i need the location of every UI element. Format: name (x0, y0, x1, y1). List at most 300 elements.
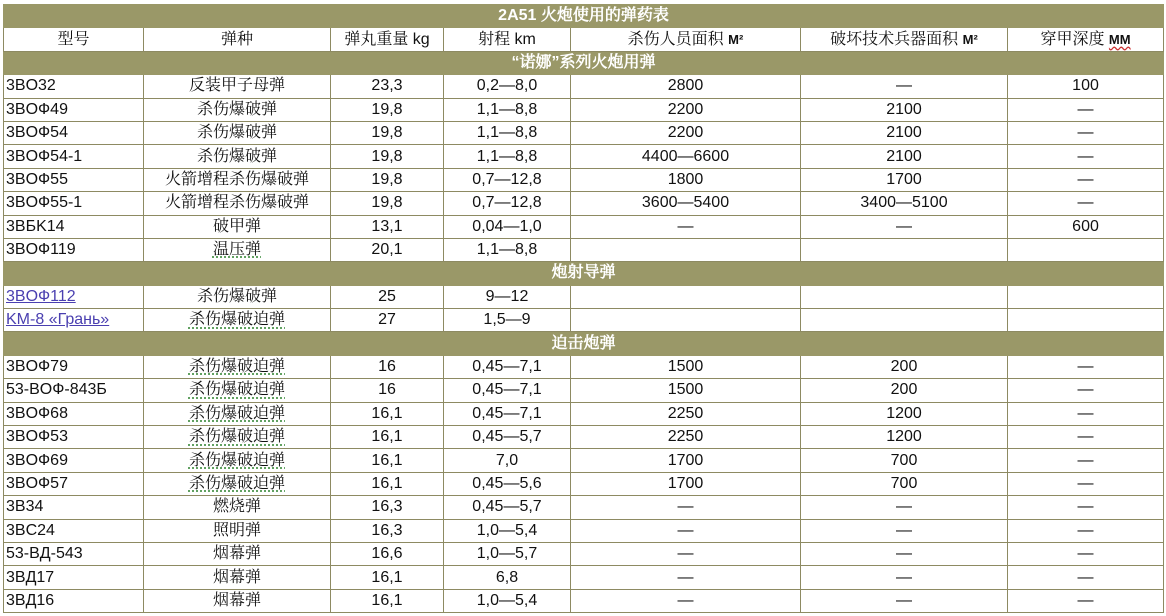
cell-type (144, 145, 331, 168)
weight-value: 16,1 (371, 451, 403, 469)
cell-range (444, 309, 571, 332)
cell-weight (331, 589, 444, 612)
section-header-row (4, 332, 1164, 355)
cell-range (444, 192, 571, 215)
cell-equipment-area (801, 285, 1008, 308)
cell-range (444, 566, 571, 589)
cell-weight (331, 215, 444, 238)
weight-value: 19,8 (371, 100, 403, 118)
cell-penetration (1008, 589, 1164, 612)
type-value: 杀伤爆破迫弹 (188, 381, 285, 399)
type-value: 火箭增程杀伤爆破弹 (164, 194, 309, 212)
penetration-value: — (1077, 568, 1094, 586)
range-value: 0,7—12,8 (472, 194, 542, 212)
cell-model (4, 238, 144, 261)
cell-model (4, 566, 144, 589)
cell-range (444, 519, 571, 542)
equipment-area-value: 200 (890, 381, 918, 399)
range-value: 1,0—5,4 (476, 591, 538, 609)
model-value: 3BOФ69 (6, 451, 68, 469)
table-row (4, 98, 1164, 121)
col-header-equipment-area-label: 破坏技术兵器面积 (830, 30, 959, 48)
table-title-text: 2A51 火炮使用的弹药表 (498, 7, 669, 25)
personnel-area-value: — (677, 568, 694, 586)
cell-personnel-area (571, 238, 801, 261)
cell-model (4, 355, 144, 378)
model-value: 3BД16 (6, 591, 55, 609)
cell-personnel-area (571, 472, 801, 495)
cell-type (144, 449, 331, 472)
model-value: 3BOФ68 (6, 404, 68, 422)
type-value: 杀伤爆破迫弹 (188, 451, 285, 469)
range-value: 0,04—1,0 (472, 217, 542, 235)
model-value: 3BOФ79 (6, 358, 68, 376)
unit-label: M² (728, 31, 744, 47)
section-label: “诺娜”系列火炮用弹 (511, 53, 656, 71)
section-header (4, 262, 1164, 285)
cell-personnel-area (571, 449, 801, 472)
cell-penetration (1008, 542, 1164, 565)
cell-personnel-area (571, 121, 801, 144)
col-header-weight: 弹丸重量 kg (331, 28, 444, 51)
cell-weight (331, 379, 444, 402)
personnel-area-value: 1500 (667, 358, 704, 376)
cell-personnel-area (571, 75, 801, 98)
col-header-personnel-area-label: 杀伤人员面积 (627, 30, 724, 48)
type-value: 烟幕弹 (212, 591, 261, 609)
cell-weight (331, 121, 444, 144)
equipment-area-value: 700 (890, 475, 918, 492)
cell-penetration (1008, 379, 1164, 402)
penetration-value: — (1077, 194, 1094, 212)
cell-type (144, 121, 331, 144)
range-value: 6,8 (495, 568, 519, 586)
cell-range (444, 379, 571, 402)
cell-penetration (1008, 402, 1164, 425)
table-row (4, 285, 1164, 308)
table-row (4, 145, 1164, 168)
type-value: 杀伤爆破弹 (196, 147, 277, 165)
personnel-area-value: 4400—6600 (641, 147, 730, 165)
cell-model[interactable] (4, 309, 144, 332)
cell-range (444, 98, 571, 121)
personnel-area-value: 1700 (667, 475, 704, 492)
table-row (4, 355, 1164, 378)
penetration-value: — (1077, 124, 1094, 142)
cell-equipment-area (801, 496, 1008, 519)
penetration-value: — (1077, 591, 1094, 609)
cell-range (444, 168, 571, 191)
penetration-value: — (1077, 100, 1094, 118)
weight-value: 19,8 (371, 124, 403, 142)
cell-equipment-area (801, 168, 1008, 191)
table-row (4, 168, 1164, 191)
cell-equipment-area (801, 145, 1008, 168)
penetration-value: 100 (1072, 77, 1099, 95)
table-row (4, 566, 1164, 589)
type-value: 破甲弹 (212, 217, 261, 235)
section-label: 炮射导弹 (551, 264, 616, 282)
model-value: 3BOФ53 (6, 428, 68, 446)
personnel-area-value: 1500 (667, 381, 704, 399)
cell-type (144, 355, 331, 378)
range-value: 0,45—5,6 (472, 475, 542, 492)
cell-weight (331, 285, 444, 308)
range-value: 7,0 (495, 451, 519, 469)
cell-personnel-area (571, 215, 801, 238)
cell-weight (331, 449, 444, 472)
penetration-value: — (1077, 404, 1094, 422)
model-value: 3BOФ119 (6, 241, 76, 259)
table-row (4, 426, 1164, 449)
personnel-area-value: — (677, 498, 694, 516)
model-value: 3BOФ55-1 (6, 194, 83, 212)
cell-type (144, 379, 331, 402)
cell-personnel-area (571, 426, 801, 449)
col-header-equipment-area (801, 28, 1008, 51)
cell-model (4, 449, 144, 472)
cell-personnel-area (571, 98, 801, 121)
cell-type (144, 215, 331, 238)
weight-value: 16,1 (371, 428, 403, 446)
cell-model (4, 145, 144, 168)
equipment-area-value: — (896, 521, 912, 539)
cell-model (4, 426, 144, 449)
model-value: 53-BД-543 (6, 545, 83, 563)
range-value: 1,1—8,8 (476, 124, 538, 142)
weight-value: 16 (378, 381, 396, 399)
cell-equipment-area (801, 355, 1008, 378)
cell-range (444, 238, 571, 261)
cell-range (444, 589, 571, 612)
equipment-area-value: 1200 (886, 404, 922, 422)
range-value: 1,1—8,8 (476, 241, 538, 259)
cell-range (444, 402, 571, 425)
cell-range (444, 542, 571, 565)
model-value: 53-BOФ-843Б (6, 381, 107, 399)
cell-weight (331, 472, 444, 495)
cell-weight (331, 75, 444, 98)
type-value: 杀伤爆破迫弹 (188, 404, 285, 422)
cell-penetration (1008, 238, 1164, 261)
equipment-area-value: 2100 (886, 124, 922, 142)
cell-equipment-area (801, 542, 1008, 565)
cell-penetration (1008, 519, 1164, 542)
cell-model (4, 472, 144, 495)
cell-type (144, 589, 331, 612)
type-value: 杀伤爆破弹 (196, 100, 277, 118)
range-value: 0,45—5,7 (472, 498, 542, 516)
penetration-value: — (1077, 451, 1094, 469)
cell-equipment-area (801, 75, 1008, 98)
range-value: 1,1—8,8 (476, 147, 538, 165)
personnel-area-value: — (677, 591, 694, 609)
type-value: 燃烧弹 (212, 498, 261, 516)
cell-penetration (1008, 355, 1164, 378)
type-value: 烟幕弹 (212, 568, 261, 586)
cell-model (4, 402, 144, 425)
cell-type (144, 168, 331, 191)
model-link[interactable]: 3BOФ112 (6, 287, 76, 305)
cell-penetration (1008, 449, 1164, 472)
ammunition-table (3, 4, 1164, 613)
cell-type (144, 98, 331, 121)
cell-weight (331, 98, 444, 121)
personnel-area-value: 2200 (667, 100, 704, 118)
equipment-area-value: — (896, 591, 912, 609)
cell-range (444, 75, 571, 98)
section-label: 迫击炮弹 (551, 334, 616, 352)
cell-penetration (1008, 192, 1164, 215)
model-value: 3B34 (6, 498, 44, 516)
type-value: 火箭增程杀伤爆破弹 (164, 170, 309, 188)
table-row (4, 309, 1164, 332)
col-header-model: 型号 (4, 28, 144, 51)
cell-penetration (1008, 98, 1164, 121)
table-title (4, 5, 1164, 28)
cell-type (144, 566, 331, 589)
cell-personnel-area (571, 168, 801, 191)
cell-model (4, 379, 144, 402)
cell-equipment-area (801, 519, 1008, 542)
cell-type (144, 75, 331, 98)
cell-personnel-area (571, 566, 801, 589)
equipment-area-value: — (896, 568, 912, 586)
table-row (4, 472, 1164, 495)
col-header-penetration-label: 穿甲深度 (1040, 30, 1105, 48)
model-value: 3BOФ49 (6, 100, 68, 118)
col-header-personnel-area (571, 28, 801, 51)
cell-model (4, 496, 144, 519)
cell-weight (331, 566, 444, 589)
weight-value: 16,3 (371, 498, 403, 516)
personnel-area-value: 2800 (667, 77, 704, 95)
section-header-row (4, 51, 1164, 74)
cell-penetration (1008, 496, 1164, 519)
cell-penetration (1008, 215, 1164, 238)
range-value: 0,2—8,0 (476, 77, 538, 95)
cell-type (144, 285, 331, 308)
weight-value: 13,1 (371, 217, 403, 235)
cell-range (444, 426, 571, 449)
model-link[interactable]: KM-8 «Грань» (6, 311, 110, 329)
personnel-area-value: 1700 (667, 451, 704, 469)
cell-type (144, 238, 331, 261)
cell-model (4, 98, 144, 121)
cell-model (4, 519, 144, 542)
unit-label: M² (962, 31, 978, 47)
col-header-type: 弹种 (144, 28, 331, 51)
cell-personnel-area (571, 542, 801, 565)
cell-model (4, 589, 144, 612)
penetration-value: — (1077, 428, 1094, 446)
cell-penetration (1008, 285, 1164, 308)
range-value: 0,45—5,7 (472, 428, 542, 446)
cell-equipment-area (801, 589, 1008, 612)
equipment-area-value: 1700 (886, 170, 922, 188)
penetration-value: — (1077, 498, 1094, 516)
weight-value: 16,1 (371, 404, 403, 422)
cell-weight (331, 309, 444, 332)
equipment-area-value: — (896, 545, 912, 563)
model-value: 3BOФ54 (6, 124, 68, 142)
cell-penetration (1008, 309, 1164, 332)
column-header-row (4, 28, 1164, 51)
equipment-area-value: 700 (890, 451, 918, 469)
table-row (4, 238, 1164, 261)
personnel-area-value: 1800 (667, 170, 704, 188)
cell-weight (331, 168, 444, 191)
table-row (4, 402, 1164, 425)
cell-model (4, 192, 144, 215)
cell-penetration (1008, 168, 1164, 191)
section-header (4, 332, 1164, 355)
table-row (4, 192, 1164, 215)
cell-type (144, 496, 331, 519)
type-value: 烟幕弹 (212, 545, 261, 563)
cell-range (444, 449, 571, 472)
cell-personnel-area (571, 589, 801, 612)
weight-value: 16,1 (371, 475, 403, 492)
penetration-value: — (1077, 147, 1094, 165)
equipment-area-value: 200 (890, 358, 918, 376)
cell-equipment-area (801, 402, 1008, 425)
cell-range (444, 145, 571, 168)
penetration-value: — (1077, 358, 1094, 376)
cell-type (144, 192, 331, 215)
type-value: 杀伤爆破弹 (196, 124, 277, 142)
equipment-area-value: 2100 (886, 147, 922, 165)
type-value: 温压弹 (212, 241, 261, 259)
cell-weight (331, 238, 444, 261)
cell-type (144, 472, 331, 495)
type-value: 杀伤爆破迫弹 (188, 311, 285, 329)
cell-equipment-area (801, 238, 1008, 261)
table-row (4, 496, 1164, 519)
cell-range (444, 285, 571, 308)
cell-equipment-area (801, 566, 1008, 589)
weight-value: 19,8 (371, 147, 403, 165)
personnel-area-value: 2250 (667, 428, 704, 446)
ammunition-table-container (3, 4, 1163, 613)
cell-range (444, 496, 571, 519)
penetration-value: — (1077, 170, 1094, 188)
equipment-area-value: 1200 (886, 428, 922, 446)
cell-penetration (1008, 566, 1164, 589)
range-value: 1,0—5,4 (476, 521, 538, 539)
unit-label: MM (1108, 31, 1131, 47)
range-value: 0,45—7,1 (472, 381, 542, 399)
cell-model (4, 215, 144, 238)
cell-penetration (1008, 145, 1164, 168)
cell-equipment-area (801, 472, 1008, 495)
cell-type (144, 309, 331, 332)
cell-type (144, 519, 331, 542)
cell-personnel-area (571, 519, 801, 542)
weight-value: 16,3 (371, 521, 403, 539)
model-value: 3BД17 (6, 568, 55, 586)
cell-type (144, 542, 331, 565)
cell-type (144, 426, 331, 449)
cell-equipment-area (801, 121, 1008, 144)
cell-model (4, 121, 144, 144)
equipment-area-value: — (896, 77, 912, 95)
section-header-row (4, 262, 1164, 285)
cell-penetration (1008, 121, 1164, 144)
cell-model[interactable] (4, 285, 144, 308)
penetration-value: — (1077, 545, 1094, 563)
weight-value: 20,1 (371, 241, 403, 259)
model-value: 3BO32 (6, 77, 56, 95)
range-value: 1,0—5,7 (476, 545, 538, 563)
cell-range (444, 215, 571, 238)
cell-personnel-area (571, 285, 801, 308)
range-value: 1,5—9 (483, 311, 531, 329)
cell-range (444, 121, 571, 144)
cell-range (444, 355, 571, 378)
table-row (4, 215, 1164, 238)
cell-model (4, 75, 144, 98)
weight-value: 16,1 (371, 591, 403, 609)
table-row (4, 542, 1164, 565)
cell-weight (331, 402, 444, 425)
personnel-area-value: — (677, 545, 694, 563)
table-row (4, 519, 1164, 542)
cell-weight (331, 192, 444, 215)
type-value: 杀伤爆破迫弹 (188, 428, 285, 446)
penetration-value: — (1077, 381, 1094, 399)
cell-personnel-area (571, 309, 801, 332)
cell-equipment-area (801, 309, 1008, 332)
cell-personnel-area (571, 192, 801, 215)
weight-value: 19,8 (371, 194, 403, 212)
cell-personnel-area (571, 496, 801, 519)
model-value: 3BOФ57 (6, 475, 68, 492)
cell-weight (331, 542, 444, 565)
cell-weight (331, 496, 444, 519)
table-row (4, 75, 1164, 98)
weight-value: 23,3 (371, 77, 403, 95)
table-row (4, 121, 1164, 144)
table-row (4, 589, 1164, 612)
equipment-area-value: 2100 (886, 100, 922, 118)
table-row (4, 449, 1164, 472)
weight-value: 16 (378, 358, 396, 376)
cell-equipment-area (801, 192, 1008, 215)
type-value: 杀伤爆破弹 (196, 287, 277, 305)
col-header-penetration (1008, 28, 1164, 51)
personnel-area-value: — (677, 521, 694, 539)
range-value: 0,45—7,1 (472, 404, 542, 422)
penetration-value: — (1077, 475, 1094, 492)
cell-type (144, 402, 331, 425)
penetration-value: — (1077, 521, 1094, 539)
type-value: 杀伤爆破迫弹 (188, 358, 285, 376)
weight-value: 25 (378, 287, 396, 305)
range-value: 1,1—8,8 (476, 100, 538, 118)
table-title-row (4, 5, 1164, 28)
cell-weight (331, 145, 444, 168)
weight-value: 27 (378, 311, 396, 329)
cell-model (4, 168, 144, 191)
cell-weight (331, 426, 444, 449)
model-value: 3BOФ55 (6, 170, 68, 188)
equipment-area-value: — (896, 498, 912, 516)
cell-personnel-area (571, 355, 801, 378)
cell-equipment-area (801, 449, 1008, 472)
col-header-range: 射程 km (444, 28, 571, 51)
table-body (4, 51, 1164, 612)
